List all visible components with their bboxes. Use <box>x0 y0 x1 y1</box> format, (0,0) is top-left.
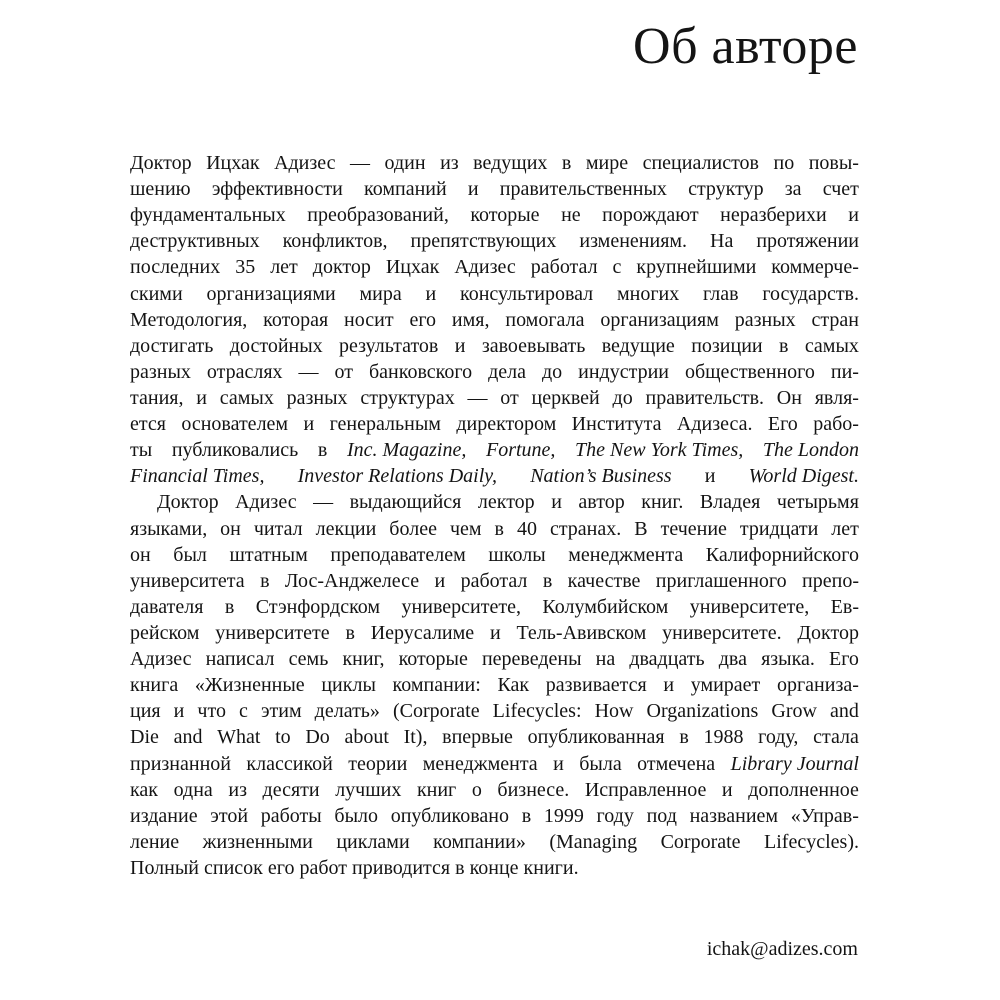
word: эффективности <box>211 178 343 201</box>
word: и <box>663 674 675 697</box>
word: (Managing <box>549 830 638 853</box>
word: с <box>612 256 622 279</box>
text-line <box>130 254 859 280</box>
word: лектор <box>477 491 535 514</box>
word: 1988 <box>703 726 744 749</box>
word: была <box>579 752 622 775</box>
word: It), <box>403 726 428 749</box>
word: публиковались <box>171 439 299 462</box>
word: умирает <box>690 674 761 697</box>
word: компании: <box>392 674 481 697</box>
text-line <box>130 307 859 333</box>
publication-title: The London <box>762 439 859 462</box>
text-line <box>130 594 859 620</box>
word: — <box>313 491 334 514</box>
word: два <box>718 648 747 671</box>
word: и <box>303 413 315 436</box>
word: семь <box>288 648 329 671</box>
word: протяжении <box>756 230 859 253</box>
word: стала <box>813 726 859 749</box>
word: счет <box>822 178 859 201</box>
word: Адизес <box>454 256 516 279</box>
word: за <box>784 178 802 201</box>
word: основателем <box>181 413 289 436</box>
word: Lifecycles: <box>492 700 582 723</box>
word: до <box>612 386 633 409</box>
word: Ев- <box>830 595 859 618</box>
text-line <box>130 542 859 568</box>
text-line <box>130 751 859 777</box>
word: он <box>130 543 151 566</box>
word: автор <box>578 491 625 514</box>
word: дополненное <box>748 778 859 801</box>
final-sentence <box>130 855 579 881</box>
word: университете. <box>662 621 782 644</box>
word: коммерче- <box>771 256 859 279</box>
word: неразберихи <box>720 204 827 227</box>
word: жизненными <box>202 830 313 853</box>
word: и <box>848 204 859 227</box>
word: этой <box>210 804 249 827</box>
word: скими <box>130 282 183 305</box>
word: результатов <box>339 334 439 357</box>
word: языка. <box>761 648 815 671</box>
word: в <box>778 334 789 357</box>
word: давателя <box>130 595 204 618</box>
word: список <box>204 856 263 879</box>
publication-title: Library Journal <box>730 752 859 775</box>
word: носит <box>344 308 394 331</box>
word: структурах <box>360 386 455 409</box>
word: от <box>500 386 519 409</box>
word: ведущих <box>473 152 548 174</box>
word: мире <box>585 152 629 174</box>
word: пи- <box>830 360 859 383</box>
word: Как <box>497 674 530 697</box>
publication-title: The New York Times, <box>575 439 744 462</box>
word: книг <box>416 778 457 801</box>
word: одна <box>173 778 213 801</box>
word: стран <box>811 308 859 331</box>
word: и <box>467 178 479 201</box>
text-line <box>130 385 859 411</box>
word: работал <box>460 569 528 592</box>
word: менеджмента <box>568 543 684 566</box>
word: бизнесе. <box>497 778 570 801</box>
word: Do <box>305 726 330 749</box>
word: книга <box>130 674 179 697</box>
word: с <box>239 700 248 723</box>
word: государств. <box>762 282 859 305</box>
word: Доктор <box>797 621 859 644</box>
word: Иерусалиме <box>370 621 475 644</box>
word: циклы <box>321 674 376 697</box>
word: банковского <box>369 360 473 383</box>
word: было <box>334 804 379 827</box>
word: Lifecycles). <box>764 830 859 853</box>
word: и <box>553 752 564 775</box>
word: и <box>434 569 446 592</box>
word: отраслях <box>206 360 283 383</box>
word: Стэнфордском <box>255 595 381 618</box>
word: рабо- <box>813 413 859 436</box>
word: университета <box>130 569 245 592</box>
word: дела <box>488 360 526 383</box>
word: Он <box>776 386 802 409</box>
word: ется <box>130 413 166 436</box>
text-line <box>130 724 859 750</box>
text-line <box>130 437 859 463</box>
text-line <box>130 829 859 855</box>
word: — <box>350 152 371 174</box>
word: классикой <box>246 752 333 775</box>
word: ты <box>130 439 153 462</box>
word: Исправленное <box>584 778 707 801</box>
word: в <box>224 595 235 618</box>
word: завоевывать <box>481 334 586 357</box>
word: генеральным <box>329 413 441 436</box>
word: преобразований, <box>307 204 449 227</box>
word: развивается <box>545 674 647 697</box>
word: в <box>542 569 553 592</box>
word: — <box>467 386 488 409</box>
text-line <box>130 646 859 672</box>
text-line <box>130 568 859 594</box>
word: фундаментальных <box>130 204 286 227</box>
word: Института <box>571 413 662 436</box>
text-line <box>130 281 859 307</box>
word: на <box>595 648 616 671</box>
word: из <box>440 152 459 174</box>
text-line <box>130 176 859 202</box>
word: году, <box>758 726 799 749</box>
word: издание <box>130 804 198 827</box>
word: глав <box>703 282 739 305</box>
word: отмечена <box>637 752 716 775</box>
word: компании» <box>433 830 526 853</box>
word: двадцать <box>629 648 705 671</box>
word: Лос-Анджелесе <box>284 569 420 592</box>
text-line <box>130 516 859 542</box>
word: самых <box>219 386 274 409</box>
word: Владея <box>699 491 761 514</box>
word: написал <box>205 648 275 671</box>
word: — <box>298 360 319 383</box>
word: What <box>217 726 261 749</box>
word: правительств. <box>645 386 765 409</box>
word: доктор <box>312 256 371 279</box>
word: десяти <box>262 778 320 801</box>
word: Доктор <box>130 152 192 174</box>
word: достигать <box>130 334 214 357</box>
word: рейском <box>130 621 200 644</box>
word: about <box>344 726 389 749</box>
word: явля- <box>814 386 859 409</box>
word: Его <box>829 648 859 671</box>
text-line <box>130 855 859 881</box>
paragraph-2 <box>130 489 859 881</box>
word: книг. <box>641 491 684 514</box>
publication-title: Financial Times, <box>130 465 265 488</box>
publication-title: World Digest. <box>748 465 859 488</box>
text-line <box>130 411 859 437</box>
word: деструктивных <box>130 230 260 253</box>
word: Колумбийском <box>542 595 669 618</box>
word: разных <box>734 308 796 331</box>
word: четырьмя <box>776 491 859 514</box>
word: лет <box>831 517 859 540</box>
word: переведены <box>481 648 582 671</box>
word: от <box>334 360 354 383</box>
word: Corporate <box>660 830 741 853</box>
word: опубликованная <box>527 726 665 749</box>
text-line <box>130 672 859 698</box>
word: которые <box>398 648 468 671</box>
word: как <box>130 778 159 801</box>
text-line <box>130 620 859 646</box>
word: «Жизненные <box>194 674 305 697</box>
word: лет <box>270 256 298 279</box>
word: На <box>710 230 734 253</box>
word: организа- <box>776 674 859 697</box>
publication-title: Inc. Magazine, <box>346 439 467 462</box>
word: How <box>594 700 634 723</box>
word: Его <box>767 413 798 436</box>
word: 35 <box>235 256 256 279</box>
word: университете <box>215 621 330 644</box>
word: в <box>521 804 532 827</box>
word: выдающийся <box>349 491 462 514</box>
word: он <box>220 517 241 540</box>
word: препятствующих <box>410 230 557 253</box>
word: самых <box>804 334 859 357</box>
word: названием <box>689 804 779 827</box>
word: общественного <box>684 360 815 383</box>
publication-title: Investor Relations Daily, <box>297 465 498 488</box>
word: в <box>679 726 689 749</box>
word: and <box>829 700 859 723</box>
word: компаний <box>364 178 447 201</box>
word: Organizations <box>646 700 759 723</box>
word: 1999 <box>543 804 584 827</box>
text-line <box>130 359 859 385</box>
word: В <box>634 517 648 540</box>
word: to <box>275 726 291 749</box>
word: Калифорнийского <box>705 543 859 566</box>
word: консультировал <box>460 282 594 305</box>
word: организациями <box>206 282 336 305</box>
word: 40 <box>516 517 537 540</box>
word: Адизес <box>130 648 192 671</box>
word: шению <box>130 178 191 201</box>
word: по <box>773 152 795 174</box>
word: порождают <box>602 204 699 227</box>
publication-title: Nation’s Business <box>530 465 672 488</box>
word: препо- <box>802 569 859 592</box>
text-line <box>130 202 859 228</box>
word: и <box>489 621 501 644</box>
word: достойных <box>229 334 323 357</box>
publication-title: Fortune, <box>485 439 556 462</box>
word: Доктор <box>157 491 219 514</box>
word: школы <box>488 543 546 566</box>
word: признанной <box>130 752 231 775</box>
page-title: Об авторе <box>633 18 858 75</box>
word: читал <box>253 517 303 540</box>
word: тридцати <box>739 517 819 540</box>
word: изменениям. <box>579 230 688 253</box>
word: опубликовано <box>390 804 509 827</box>
word: в <box>345 621 355 644</box>
word: работ <box>299 856 348 879</box>
word: Тель-Авивском <box>516 621 647 644</box>
word: конце <box>469 856 519 879</box>
word: университете, <box>689 595 810 618</box>
word: этим <box>260 700 302 723</box>
word: в <box>561 152 572 174</box>
word: индустрии <box>578 360 669 383</box>
word: Адизес <box>274 152 336 174</box>
word: делать» <box>314 700 380 723</box>
word: директором <box>456 413 557 436</box>
word: течение <box>660 517 727 540</box>
word: и <box>173 700 185 723</box>
word: языками, <box>130 517 208 540</box>
word: и <box>721 778 733 801</box>
word: и <box>425 282 437 305</box>
word: ление <box>130 830 180 853</box>
word: лучших <box>335 778 402 801</box>
word: позиции <box>691 334 763 357</box>
word: разных <box>286 386 348 409</box>
word: Адизес <box>235 491 297 514</box>
word: многих <box>616 282 680 305</box>
word: впервые <box>442 726 513 749</box>
word: церквей <box>531 386 600 409</box>
body-text <box>130 150 859 881</box>
word: университете, <box>401 595 521 618</box>
word: специалистов <box>642 152 759 174</box>
word: приводится <box>352 856 451 879</box>
word: один <box>384 152 426 174</box>
word: лекции <box>315 517 377 540</box>
word: структур <box>688 178 764 201</box>
word: его <box>267 856 295 879</box>
word: правительственных <box>499 178 667 201</box>
word: Ицхак <box>385 256 440 279</box>
word: организациям <box>600 308 719 331</box>
word: был <box>173 543 207 566</box>
word: в <box>455 856 465 879</box>
word: до <box>541 360 563 383</box>
text-line <box>130 777 859 803</box>
paragraph-1 <box>130 150 859 489</box>
word: его <box>409 308 437 331</box>
word: работал <box>530 256 598 279</box>
word: менеджмента <box>422 752 538 775</box>
text-line <box>130 803 859 829</box>
word: приглашенного <box>655 569 787 592</box>
word: and <box>173 726 203 749</box>
word: под <box>646 804 677 827</box>
word: теории <box>348 752 408 775</box>
word: и <box>551 491 562 514</box>
word: не <box>561 204 581 227</box>
word: работы <box>260 804 322 827</box>
word: помогала <box>505 308 585 331</box>
word: (Corporate <box>392 700 480 723</box>
word: в <box>260 569 270 592</box>
word: разных <box>130 360 191 383</box>
text-line <box>130 150 859 176</box>
text-line <box>130 228 859 254</box>
word: конфликтов, <box>282 230 388 253</box>
word: что <box>197 700 226 723</box>
word: книг, <box>342 648 385 671</box>
word: Die <box>130 726 159 749</box>
word: Grow <box>771 700 817 723</box>
word: ведущие <box>601 334 675 357</box>
word: Методология, <box>130 308 248 331</box>
text-line <box>130 489 859 515</box>
word: «Управ- <box>790 804 859 827</box>
word: повы- <box>808 152 859 174</box>
word: крупнейшими <box>636 256 757 279</box>
word: странах. <box>549 517 622 540</box>
author-email: ichak@adizes.com <box>706 938 858 960</box>
word: и <box>704 465 716 488</box>
word: и <box>196 386 207 409</box>
text-line <box>130 333 859 359</box>
word: в <box>494 517 504 540</box>
word: мира <box>359 282 402 305</box>
word: которая <box>263 308 329 331</box>
word: Ицхак <box>206 152 260 174</box>
word: из <box>228 778 247 801</box>
word: Адизеса. <box>676 413 753 436</box>
word: ция <box>130 700 161 723</box>
word: которые <box>470 204 540 227</box>
word: штатным <box>229 543 308 566</box>
word: преподавателем <box>330 543 466 566</box>
word: чем <box>449 517 482 540</box>
text-line <box>130 463 859 489</box>
word: году <box>596 804 634 827</box>
word: последних <box>130 256 221 279</box>
word: более <box>389 517 437 540</box>
text-line <box>130 698 859 724</box>
word: и <box>454 334 466 357</box>
word: Полный <box>130 856 200 879</box>
word: циклами <box>336 830 410 853</box>
word: имя, <box>451 308 490 331</box>
word: о <box>471 778 482 801</box>
word: книги. <box>523 856 579 879</box>
word: тания, <box>130 386 184 409</box>
word: качестве <box>567 569 641 592</box>
word: в <box>317 439 328 462</box>
